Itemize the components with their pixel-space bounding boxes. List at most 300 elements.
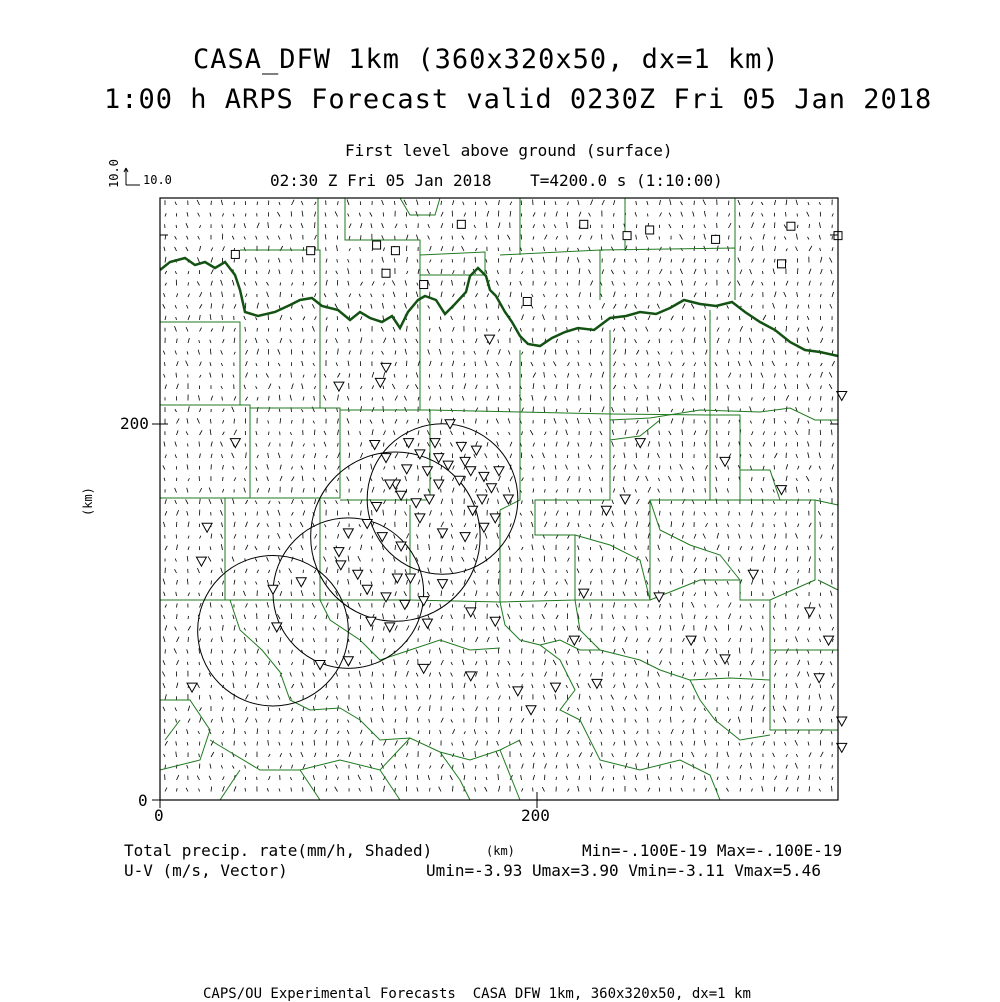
- wind-vector: [372, 536, 373, 539]
- wind-vector: [577, 258, 579, 263]
- wind-vector: [591, 628, 593, 631]
- wind-vector: [579, 408, 581, 412]
- wind-vector: [660, 625, 661, 630]
- wind-vector: [371, 786, 372, 791]
- wind-vector: [383, 638, 384, 642]
- wind-vector: [809, 786, 810, 791]
- wind-vector: [407, 235, 409, 240]
- wind-vector: [485, 731, 487, 734]
- wind-vector: [177, 430, 179, 435]
- wind-vector: [671, 409, 673, 412]
- wind-vector: [257, 570, 259, 573]
- wind-vector: [623, 592, 625, 596]
- wind-vector: [257, 202, 258, 205]
- wind-vector: [303, 488, 304, 492]
- wind-vector: [303, 708, 304, 711]
- wind-vector: [197, 418, 199, 423]
- wind-vector: [269, 442, 271, 446]
- wind-vector: [485, 361, 487, 366]
- wind-vector: [670, 329, 672, 332]
- wind-vector: [589, 706, 591, 711]
- wind-vector: [359, 706, 360, 711]
- station-triangle-marker: [430, 439, 440, 448]
- wind-vector: [660, 269, 663, 274]
- wind-vector: [798, 466, 800, 470]
- wind-vector: [164, 615, 165, 619]
- wind-vector: [763, 776, 764, 780]
- wind-vector: [187, 454, 188, 458]
- wind-vector: [383, 614, 384, 619]
- wind-vector: [348, 720, 350, 723]
- wind-vector: [407, 671, 409, 677]
- wind-vector: [370, 570, 372, 574]
- wind-vector: [680, 269, 682, 274]
- wind-vector: [441, 522, 444, 527]
- wind-vector: [347, 477, 349, 481]
- wind-vector: [545, 603, 547, 608]
- wind-vector: [727, 350, 729, 355]
- wind-vector: [542, 787, 544, 791]
- wind-vector: [464, 775, 465, 780]
- wind-vector: [430, 788, 431, 792]
- wind-vector: [807, 672, 809, 677]
- wind-vector: [269, 776, 271, 780]
- wind-vector: [556, 672, 557, 677]
- wind-vector: [821, 489, 822, 493]
- wind-vector: [590, 603, 591, 608]
- wind-vector: [338, 466, 340, 470]
- wind-vector: [496, 419, 498, 424]
- wind-vector: [694, 337, 695, 343]
- wind-vector: [602, 604, 603, 608]
- wind-vector: [487, 211, 489, 217]
- wind-vector: [187, 418, 188, 423]
- wind-vector: [786, 501, 787, 504]
- wind-vector: [257, 455, 258, 458]
- wind-vector: [268, 420, 269, 423]
- wind-vector: [223, 477, 224, 481]
- wind-vector: [727, 488, 728, 492]
- wind-vector: [715, 673, 717, 677]
- wind-vector: [451, 339, 452, 343]
- wind-vector: [555, 742, 556, 746]
- wind-vector: [418, 731, 419, 735]
- wind-vector: [543, 257, 544, 263]
- wind-vector: [831, 557, 832, 561]
- wind-vector: [267, 282, 269, 286]
- wind-vector: [671, 638, 672, 642]
- wind-vector: [326, 741, 327, 746]
- wind-vector: [704, 685, 706, 688]
- wind-vector: [729, 557, 730, 562]
- wind-vector: [338, 741, 339, 746]
- station-triangle-marker: [438, 529, 448, 538]
- wind-vector: [441, 212, 443, 217]
- wind-vector: [234, 786, 236, 791]
- wind-vector: [727, 697, 728, 700]
- wind-vector: [623, 487, 625, 492]
- wind-vector: [567, 501, 568, 504]
- wind-vector: [360, 753, 361, 757]
- wind-vector: [521, 581, 522, 585]
- wind-vector: [291, 547, 292, 550]
- wind-vector: [522, 352, 523, 355]
- wind-vector: [348, 443, 349, 447]
- wind-vector: [427, 418, 429, 423]
- wind-vector: [303, 764, 305, 769]
- wind-vector: [543, 753, 544, 757]
- wind-vector: [418, 524, 419, 527]
- wind-vector: [602, 328, 603, 332]
- wind-vector: [637, 476, 639, 481]
- wind-vector: [600, 729, 602, 734]
- wind-vector: [716, 556, 717, 561]
- wind-vector: [256, 374, 257, 377]
- wind-vector: [636, 764, 637, 769]
- wind-vector: [246, 662, 247, 665]
- wind-vector: [336, 293, 338, 297]
- wind-vector: [752, 246, 754, 251]
- wind-vector: [292, 269, 293, 274]
- wind-vector: [522, 431, 523, 435]
- wind-vector: [221, 568, 223, 573]
- wind-vector: [292, 684, 294, 688]
- wind-vector: [338, 453, 340, 459]
- wind-vector: [417, 283, 418, 286]
- wind-vector: [703, 534, 706, 539]
- wind-vector: [499, 349, 501, 354]
- wind-vector: [556, 765, 557, 768]
- wind-vector: [809, 602, 811, 607]
- wind-vector: [671, 340, 672, 343]
- wind-vector: [211, 534, 212, 539]
- wind-vector: [646, 236, 648, 240]
- wind-vector: [326, 603, 328, 608]
- wind-vector: [763, 466, 764, 470]
- wind-vector: [808, 202, 809, 205]
- wind-vector: [566, 661, 568, 666]
- wind-vector: [647, 350, 648, 354]
- wind-vector: [716, 512, 717, 515]
- wind-vector: [796, 683, 798, 688]
- wind-vector: [176, 373, 177, 378]
- wind-vector: [614, 362, 616, 366]
- wind-vector: [783, 706, 786, 711]
- wind-vector: [591, 431, 592, 435]
- wind-vector: [303, 659, 304, 665]
- wind-vector: [832, 430, 833, 435]
- wind-vector: [256, 638, 257, 642]
- wind-vector: [637, 521, 638, 527]
- wind-vector: [464, 213, 466, 217]
- wind-vector: [798, 418, 800, 423]
- wind-vector: [590, 696, 591, 700]
- wind-vector: [463, 419, 464, 424]
- wind-vector: [773, 706, 775, 711]
- wind-vector: [717, 605, 719, 608]
- wind-vector: [568, 707, 570, 711]
- wind-vector: [280, 328, 281, 332]
- wind-vector: [430, 557, 431, 562]
- wind-vector: [752, 202, 754, 206]
- wind-vector: [556, 511, 558, 516]
- wind-vector: [671, 741, 672, 746]
- station-triangle-marker: [377, 533, 387, 542]
- wind-vector: [257, 673, 258, 677]
- wind-vector: [394, 466, 395, 470]
- wind-vector: [795, 431, 797, 436]
- wind-vector: [533, 753, 535, 758]
- wind-vector: [463, 649, 464, 653]
- wind-vector: [704, 740, 705, 745]
- wind-vector: [234, 328, 235, 332]
- wind-vector: [714, 626, 717, 631]
- wind-vector: [625, 696, 627, 700]
- wind-vector: [163, 465, 165, 469]
- wind-vector: [821, 257, 822, 263]
- wind-vector: [567, 741, 568, 746]
- wind-vector: [739, 512, 740, 515]
- wind-vector: [637, 569, 639, 574]
- wind-vector: [545, 672, 547, 677]
- wind-vector: [186, 223, 188, 228]
- wind-vector: [165, 511, 167, 515]
- wind-vector: [682, 350, 683, 354]
- wind-vector: [798, 627, 800, 631]
- wind-vector: [568, 522, 570, 527]
- wind-vector: [405, 476, 407, 481]
- wind-vector: [246, 522, 248, 527]
- wind-vector: [830, 662, 832, 666]
- wind-vector: [348, 214, 349, 217]
- wind-vector: [542, 614, 545, 619]
- wind-vector: [243, 591, 245, 596]
- wind-vector: [359, 294, 360, 297]
- wind-vector: [497, 442, 499, 447]
- wind-vector: [798, 672, 800, 677]
- wind-vector: [738, 258, 740, 263]
- wind-vector: [384, 626, 385, 630]
- wind-vector: [486, 222, 487, 228]
- wind-vector: [395, 625, 397, 630]
- wind-vector: [349, 248, 350, 251]
- wind-vector: [165, 455, 166, 459]
- wind-vector: [509, 604, 510, 608]
- wind-vector: [359, 213, 360, 217]
- wind-vector: [556, 339, 558, 343]
- wind-vector: [464, 373, 465, 377]
- wind-vector: [694, 557, 696, 561]
- station-triangle-marker: [370, 440, 380, 449]
- wind-vector: [404, 200, 407, 205]
- wind-vector: [187, 729, 188, 734]
- wind-vector: [257, 683, 259, 689]
- wind-vector: [279, 708, 280, 711]
- wind-vector: [462, 660, 464, 665]
- wind-vector: [177, 361, 179, 366]
- wind-vector: [361, 545, 362, 550]
- wind-vector: [464, 316, 465, 320]
- wind-vector: [508, 487, 510, 492]
- wind-vector: [786, 754, 788, 757]
- wind-vector: [314, 443, 315, 446]
- wind-vector: [660, 511, 661, 516]
- wind-vector: [636, 373, 637, 378]
- wind-vector: [566, 305, 568, 308]
- wind-vector: [545, 350, 546, 355]
- wind-vector: [326, 536, 327, 539]
- wind-vector: [798, 362, 799, 366]
- wind-vector: [568, 754, 569, 757]
- wind-vector: [798, 499, 799, 504]
- wind-vector: [234, 396, 236, 400]
- station-triangle-marker: [479, 472, 489, 481]
- wind-vector: [382, 257, 384, 263]
- wind-vector: [565, 579, 568, 584]
- wind-vector: [256, 271, 257, 274]
- wind-vector: [555, 626, 557, 631]
- wind-vector: [292, 512, 294, 515]
- wind-vector: [637, 731, 639, 734]
- wind-vector: [256, 707, 257, 711]
- wind-vector: [164, 374, 165, 377]
- wind-vector: [302, 270, 303, 274]
- wind-vector: [187, 488, 188, 493]
- wind-vector: [728, 661, 729, 665]
- wind-vector: [452, 499, 453, 505]
- wind-vector: [660, 200, 661, 205]
- wind-vector: [476, 281, 478, 286]
- wind-vector: [440, 430, 441, 435]
- wind-vector: [348, 361, 349, 366]
- wind-vector: [775, 200, 776, 205]
- wind-vector: [335, 338, 337, 343]
- wind-vector: [568, 442, 570, 447]
- wind-vector: [429, 544, 430, 550]
- wind-vector: [543, 695, 544, 699]
- wind-vector: [510, 202, 512, 206]
- wind-vector: [463, 340, 464, 343]
- wind-vector: [820, 522, 821, 527]
- wind-vector: [326, 455, 327, 458]
- wind-vector: [798, 579, 799, 585]
- wind-vector: [245, 765, 246, 768]
- wind-vector: [706, 430, 708, 435]
- wind-vector: [163, 683, 165, 688]
- wind-vector: [257, 523, 259, 527]
- wind-vector: [499, 200, 500, 205]
- wind-vector: [807, 384, 809, 389]
- wind-vector: [246, 259, 247, 262]
- wind-vector: [453, 786, 454, 792]
- wind-vector: [821, 269, 823, 274]
- wind-vector: [521, 248, 522, 251]
- wind-vector: [441, 269, 442, 274]
- wind-vector: [809, 281, 810, 286]
- wind-vector: [372, 372, 374, 378]
- wind-vector: [267, 476, 269, 481]
- wind-vector: [568, 638, 569, 642]
- wind-vector: [464, 605, 465, 608]
- wind-vector: [635, 788, 637, 792]
- wind-vector: [544, 224, 545, 228]
- wind-vector: [832, 777, 833, 780]
- wind-vector: [405, 280, 406, 285]
- wind-vector: [600, 545, 602, 550]
- wind-vector: [510, 476, 513, 481]
- wind-vector: [752, 684, 754, 688]
- wind-vector: [637, 430, 639, 435]
- wind-vector: [200, 673, 201, 677]
- wind-vector: [359, 671, 360, 677]
- wind-vector: [499, 730, 500, 734]
- wind-vector: [579, 488, 580, 492]
- wind-vector: [531, 511, 533, 516]
- wind-vector: [245, 731, 246, 734]
- wind-vector: [361, 337, 362, 343]
- wind-vector: [165, 625, 167, 630]
- wind-vector: [165, 362, 166, 366]
- wind-vector: [520, 615, 522, 619]
- wind-vector: [372, 708, 373, 711]
- wind-vector: [739, 396, 740, 400]
- wind-vector: [808, 237, 810, 240]
- wind-vector: [832, 627, 834, 630]
- wind-vector: [612, 441, 614, 446]
- wind-vector: [177, 418, 180, 423]
- wind-vector: [268, 650, 269, 654]
- wind-vector: [496, 752, 498, 757]
- wind-vector: [497, 432, 498, 435]
- wind-vector: [451, 523, 452, 527]
- wind-vector: [809, 628, 810, 631]
- wind-vector: [244, 236, 246, 239]
- wind-vector: [187, 556, 188, 561]
- wind-vector: [508, 661, 510, 665]
- wind-vector: [589, 363, 591, 366]
- wind-vector: [326, 567, 327, 573]
- wind-vector: [246, 373, 248, 378]
- wind-vector: [210, 695, 211, 700]
- wind-vector: [660, 720, 661, 723]
- wind-vector: [786, 464, 788, 469]
- wind-vector: [348, 776, 349, 780]
- wind-vector: [681, 788, 682, 792]
- wind-vector: [200, 362, 202, 366]
- wind-vector: [256, 478, 257, 481]
- wind-vector: [786, 212, 787, 217]
- wind-vector: [774, 351, 775, 355]
- wind-vector: [740, 765, 742, 769]
- wind-vector: [614, 385, 616, 389]
- wind-vector: [763, 650, 764, 653]
- wind-vector: [578, 731, 579, 734]
- wind-vector: [292, 650, 293, 654]
- wind-vector: [440, 730, 441, 734]
- wind-vector: [326, 351, 327, 355]
- wind-vector: [752, 511, 753, 516]
- wind-vector: [441, 292, 442, 297]
- wind-vector: [290, 234, 291, 239]
- wind-vector: [486, 489, 488, 492]
- wind-vector: [453, 361, 454, 366]
- wind-vector: [509, 372, 510, 378]
- wind-vector: [234, 625, 235, 631]
- wind-vector: [450, 568, 453, 573]
- wind-vector: [394, 728, 395, 734]
- wind-vector: [416, 339, 418, 343]
- wind-vector: [370, 775, 372, 780]
